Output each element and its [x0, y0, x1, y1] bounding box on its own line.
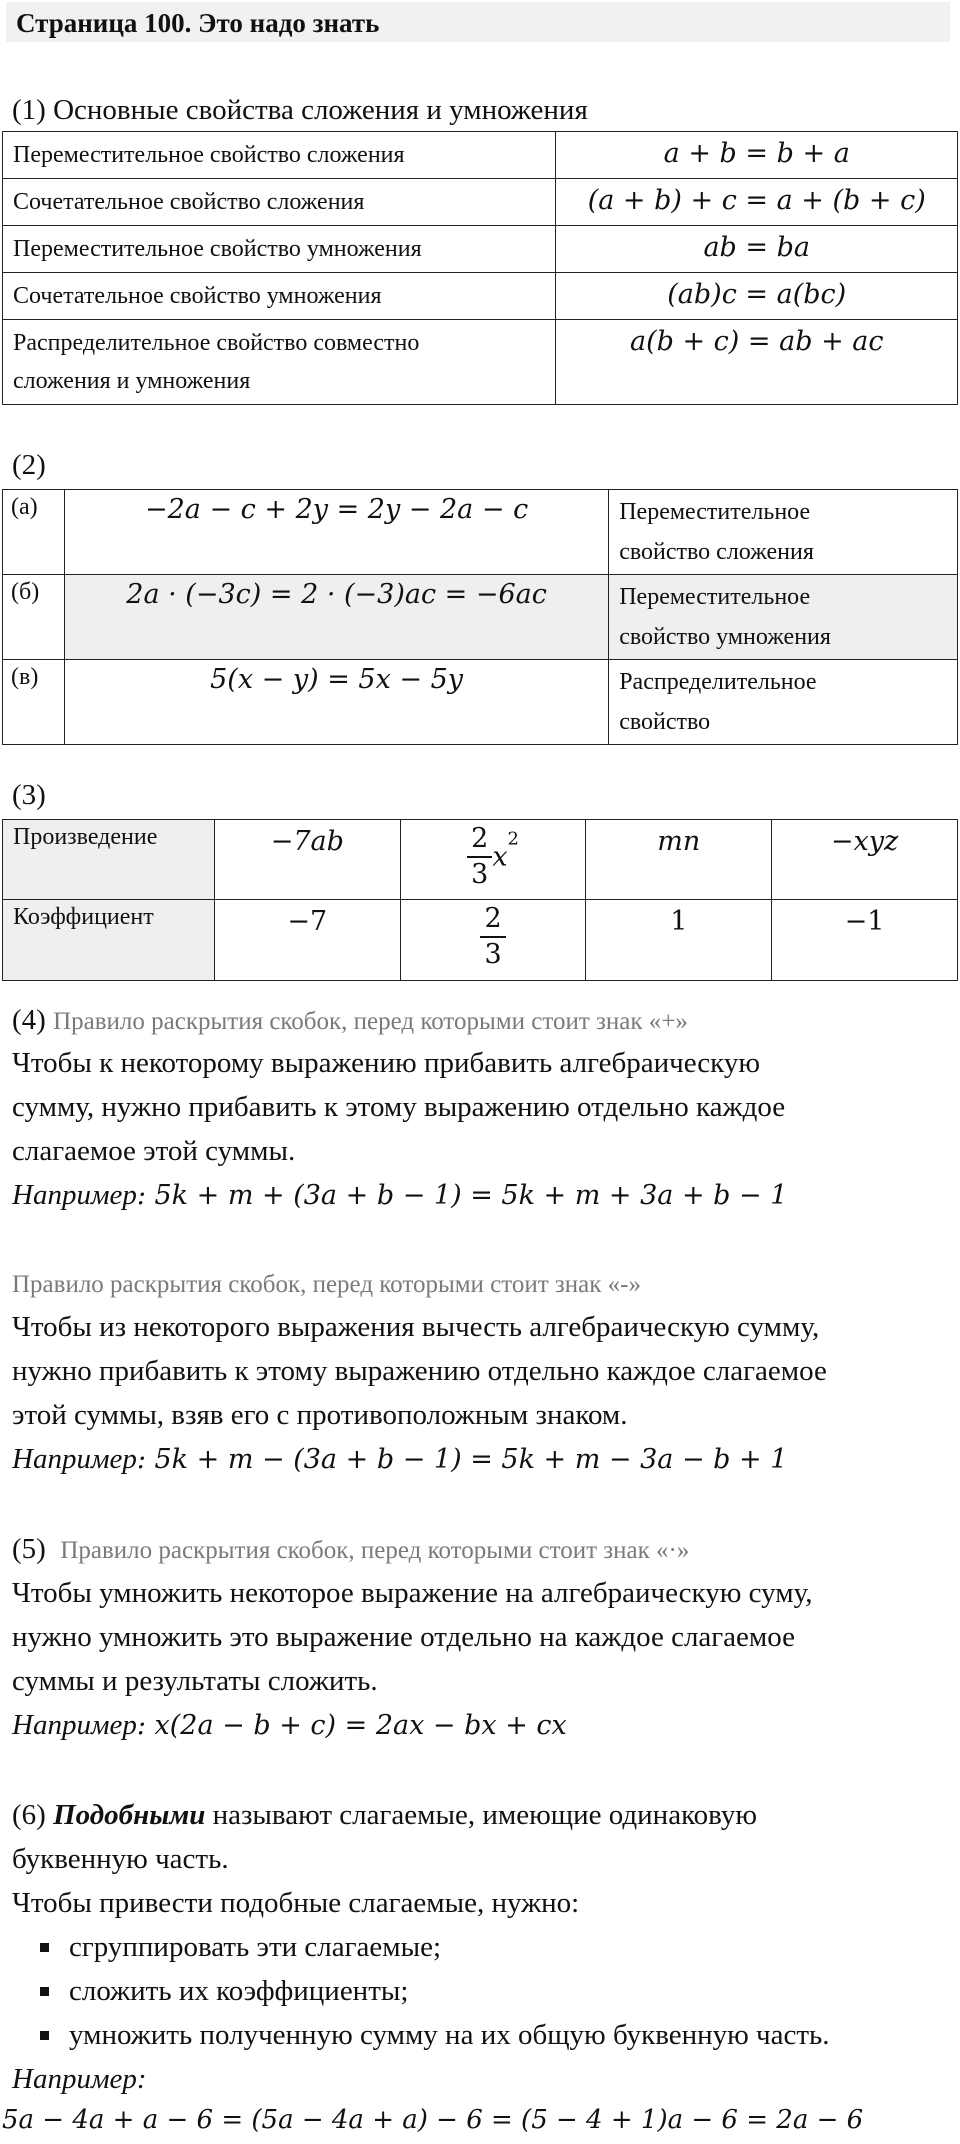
fraction-denominator: 3: [471, 859, 489, 890]
section-4-heading: [12, 998, 688, 1044]
example-formula: : 5k + m − (3a + b − 1) = 5k + m − 3a − b + 1: [136, 1444, 788, 1475]
table-row: [3, 820, 958, 900]
product-cell: −7ab: [214, 820, 400, 900]
properties-table: [2, 131, 958, 405]
examples-table: [2, 489, 958, 745]
section-number: (4): [12, 1004, 46, 1036]
list-item-text: сложить их коэффициенты;: [69, 1975, 409, 2007]
paragraph-line: суммы и результаты сложить.: [12, 1665, 378, 1697]
example-label: Например: [12, 1179, 137, 1211]
property-name: Сочетательное свойство умножения: [3, 273, 556, 320]
table-row: [3, 273, 958, 320]
example-formula: 5a − 4a + a − 6 = (5a − 4a + a) − 6 = (5 − 4 + 1)a − 6 = 2a − 6: [2, 2105, 864, 2135]
term: Подобными: [53, 1799, 206, 1831]
bullet-icon: [40, 1943, 49, 1952]
paragraph-line: слагаемое этой суммы.: [12, 1135, 296, 1167]
paragraph-line: Чтобы к некоторому выражению прибавить алгебраическую: [12, 1047, 761, 1079]
section-1-heading: (1) Основные свойства сложения и умножения: [12, 94, 588, 126]
example-line: [12, 1437, 787, 1482]
paragraph-line: Чтобы привести подобные слагаемые, нужно:: [12, 1887, 580, 1919]
property-formula: a(b + c) = ab + ac: [556, 320, 958, 405]
paragraph-line: буквенную часть.: [12, 1843, 229, 1875]
title-bar: [6, 2, 950, 42]
coefficient-cell: −7: [214, 900, 400, 981]
row-label: (б): [3, 575, 65, 660]
property-name: Сочетательное свойство сложения: [3, 179, 556, 226]
table-row: [3, 900, 958, 981]
paragraph-line: нужно прибавить к этому выражению отдельно каждое слагаемое: [12, 1355, 827, 1387]
row-label: (в): [3, 660, 65, 745]
desc-line1: Переместительное: [619, 584, 811, 610]
fraction: [467, 822, 492, 892]
example-formula: : 5k + m + (3a + b − 1) = 5k + m + 3a + b − 1: [136, 1180, 788, 1211]
fraction-numerator: 2: [480, 902, 505, 938]
coefficient-row-label: Коэффициент: [3, 900, 215, 981]
product-row-label: Произведение: [3, 820, 215, 900]
property-name: Переместительное свойство сложения: [3, 132, 556, 179]
paragraph-line: нужно умножить это выражение отдельно на каждое слагаемое: [12, 1621, 795, 1653]
fraction-numerator: 2: [467, 822, 492, 858]
table-row: [3, 320, 958, 405]
list-item: [40, 2013, 830, 2057]
section-number: (6): [12, 1799, 46, 1831]
desc-line2: свойство: [619, 709, 711, 735]
page-title: Страница 100. Это надо знать: [16, 8, 380, 38]
example-formula: : x(2a − b + c) = 2ax − bx + cx: [136, 1710, 567, 1741]
desc-line2: свойство сложения: [619, 539, 814, 565]
table-row: [3, 179, 958, 226]
paragraph-line: Чтобы умножить некоторое выражение на алгебраическую суму,: [12, 1577, 813, 1609]
section-5-heading: [12, 1527, 689, 1573]
list-item: [40, 1969, 408, 2013]
property-formula: a + b = b + a: [556, 132, 958, 179]
property-name-line2: сложения и умножения: [13, 368, 251, 394]
rule-title: Правило раскрытия скобок, перед которыми стоит знак «-»: [12, 1271, 642, 1298]
desc-line1: Распределительное: [619, 669, 817, 695]
exponent: 2: [507, 828, 519, 850]
example-line: [12, 1173, 787, 1218]
list-item-text: сгруппировать эти слагаемые;: [69, 1931, 442, 1963]
product-cell: [400, 820, 586, 900]
table-row: [3, 490, 958, 575]
variable: x: [492, 841, 508, 873]
table-row: [3, 132, 958, 179]
paragraph-line: этой суммы, взяв его с противоположным знаком.: [12, 1399, 628, 1431]
example-line: [12, 1703, 567, 1748]
row-expression: 2a · (−3c) = 2 · (−3)ac = −6ac: [64, 575, 608, 660]
coefficient-table: [2, 819, 958, 981]
product-cell: mn: [586, 820, 772, 900]
product-cell: −xyz: [772, 820, 958, 900]
table-row: [3, 226, 958, 273]
bullet-icon: [40, 2031, 49, 2040]
property-formula: ab = ba: [556, 226, 958, 273]
coefficient-cell: [400, 900, 586, 981]
row-description: [609, 575, 958, 660]
list-item: [40, 1925, 441, 1969]
coefficient-cell: −1: [772, 900, 958, 981]
desc-line2: свойство умножения: [619, 624, 831, 650]
paragraph-line: сумму, нужно прибавить к этому выражению отдельно каждое: [12, 1091, 786, 1123]
row-description: [609, 660, 958, 745]
section-2-heading: (2): [12, 449, 46, 481]
section-number: (5): [12, 1533, 46, 1565]
example-label: Например:: [12, 2063, 147, 2095]
table-row: [3, 660, 958, 745]
desc-line1: Переместительное: [619, 499, 811, 525]
row-expression: 5(x − y) = 5x − 5y: [64, 660, 608, 745]
rule-title: Правило раскрытия скобок, перед которыми стоит знак «·»: [60, 1537, 690, 1564]
example-label: Например: [12, 1709, 137, 1741]
row-label: (а): [3, 490, 65, 575]
example-label-line: [12, 2057, 146, 2101]
coefficient-cell: 1: [586, 900, 772, 981]
property-name: [3, 320, 556, 405]
row-description: [609, 490, 958, 575]
section-6-line1: [12, 1793, 757, 1837]
fraction-denominator: 3: [484, 939, 502, 970]
fraction: [480, 902, 505, 972]
rule-title: Правило раскрытия скобок, перед которыми стоит знак «+»: [53, 1008, 688, 1035]
list-item-text: умножить полученную сумму на их общую буквенную часть.: [69, 2019, 830, 2051]
property-formula: (a + b) + c = a + (b + c): [556, 179, 958, 226]
bullet-icon: [40, 1987, 49, 1996]
property-formula: (ab)c = a(bc): [556, 273, 958, 320]
property-name-line1: Распределительное свойство совместно: [13, 330, 420, 356]
section-3-heading: (3): [12, 779, 46, 811]
definition-text: называют слагаемые, имеющие одинаковую: [205, 1799, 758, 1831]
property-name: Переместительное свойство умножения: [3, 226, 556, 273]
row-expression: −2a − c + 2y = 2y − 2a − c: [64, 490, 608, 575]
table-row: [3, 575, 958, 660]
paragraph-line: Чтобы из некоторого выражения вычесть алгебраическую сумму,: [12, 1311, 820, 1343]
example-label: Например: [12, 1443, 137, 1475]
